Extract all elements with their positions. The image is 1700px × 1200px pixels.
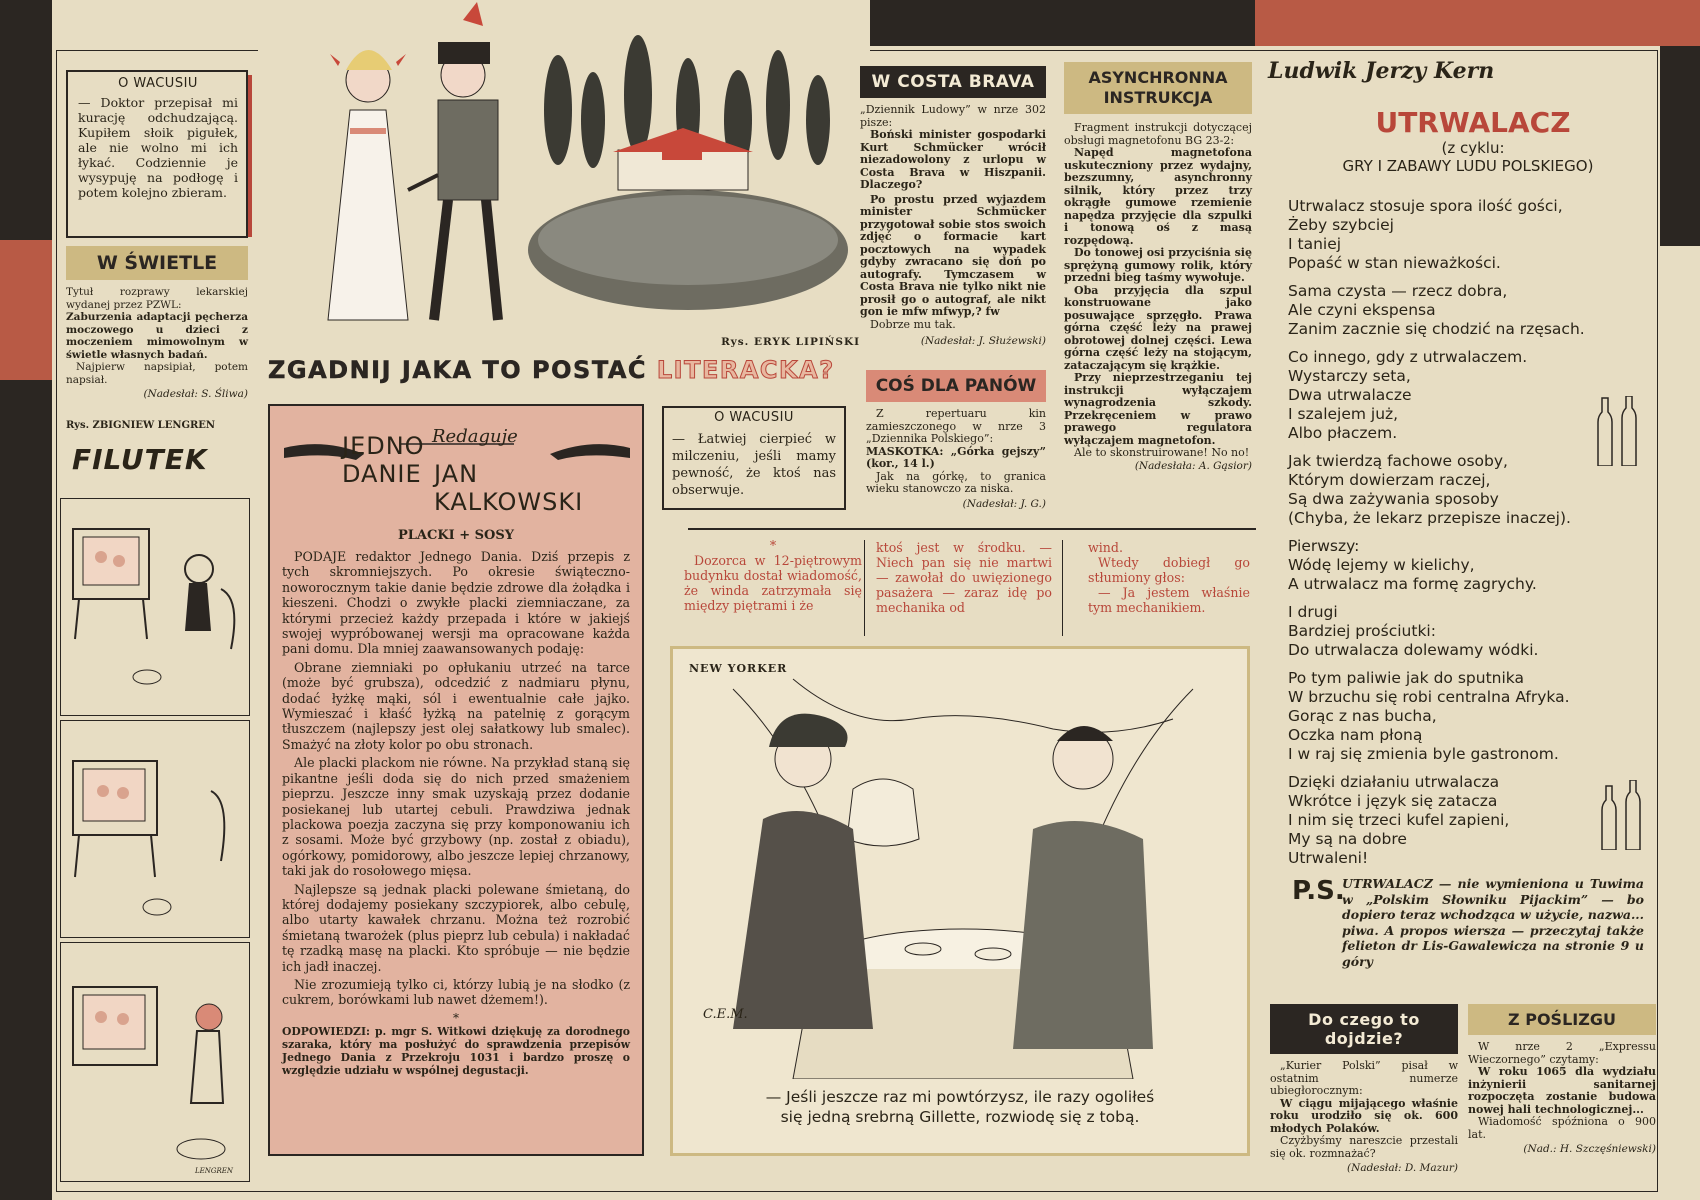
- joke-col-3-a: wind.: [1088, 540, 1123, 555]
- z-poslizgu-bold: W roku 1065 dla wydziału inżynierii sanitarnej rozpoczęta zostanie budowa nowej hali technologicznej...: [1468, 1065, 1656, 1116]
- w-swietle-section: [66, 246, 248, 400]
- stanza-line: My są na dobre: [1288, 830, 1407, 848]
- costa-brava-section: [860, 66, 1046, 347]
- quiz-title-b: LITERACKA?: [656, 356, 835, 384]
- jedno-danie-para-2: Obrane ziemniaki po opłukaniu utrzeć na tarce (może być grubsza), odcedzić z nadmiaru płynu, dodać łyżkę mąki, sól i ewentualnie całe jajko. Wymieszać i kłaść łyżką na patelnię z gorącym tłuszczem (najlepszy jest olej sałatkowy lub smalec). Smażyć na złoty kolor po obu stronach.: [282, 659, 630, 752]
- asynchronna-bold-2: Do tonowej osi przyciśnia się sprężyną gumowy rolik, który przedni bieg taśmy wywołuje.: [1064, 246, 1252, 284]
- cos-dla-panow-section: [866, 370, 1046, 510]
- jedno-danie-subtitle: PLACKI + SOSY: [397, 528, 515, 543]
- stanza-line: I taniej: [1288, 235, 1342, 253]
- w-swietle-text-a: Tytuł rozprawy lekarskiej wydanej przez PZWL:: [66, 286, 248, 311]
- asynchronna-section: [1064, 62, 1252, 472]
- joke-col-2: ktoś jest w środku. — Niech pan się nie martwi — zawołał do uwięzionego pasażera — zaraz idę po mechanika od: [876, 540, 1052, 615]
- stanza-line: I szalejem już,: [1288, 405, 1399, 423]
- asynchronna-title-b: INSTRUKCJA: [1103, 88, 1213, 107]
- stanza-line: Dzięki działaniu utrwalacza: [1288, 773, 1500, 791]
- quiz-title: [268, 356, 868, 384]
- stanza-line: Do utrwalacza dolewamy wódki.: [1288, 641, 1539, 659]
- utrwalacz-section: [1268, 58, 1648, 998]
- joke-col-3-b: Wtedy dobiegł go stłumiony głos:: [1088, 555, 1250, 585]
- asynchronna-intro: Fragment instrukcji dotyczącej obsługi magnetofonu BG 23-2:: [1064, 121, 1252, 147]
- cartoon-caption-b: się jedną srebrną Gillette, rozwiodę się z tobą.: [780, 1108, 1140, 1126]
- filutek-panel-1-drawing: [61, 499, 249, 715]
- utrwalacz-author: Ludwik Jerzy Kern: [1268, 58, 1495, 84]
- jedno-danie-para-5: Nie zrozumieją tylko ci, którzy lubią je na słodko (z cukrem, borówkami lub nawet dżemem!).: [282, 976, 630, 1008]
- do-czego-intro: „Kurier Polski” pisał w ostatnim numerze ubiegłorocznym:: [1270, 1059, 1458, 1097]
- stanza-line: Utrwaleni!: [1288, 849, 1369, 867]
- stanza-line: Po tym paliwie jak do sputnika: [1288, 669, 1524, 687]
- stanza-line: Bardziej prościutki:: [1288, 622, 1436, 640]
- cartoon-caption: [683, 1087, 1237, 1127]
- do-czego-bold: W ciągu mijającego właśnie roku urodziło się ok. 600 młodych Polaków.: [1270, 1096, 1458, 1135]
- cos-dla-panow-text: Jak na górkę, to granica wieku stanowczo za niska.: [866, 469, 1046, 495]
- z-poslizgu-title: Z POŚLIZGU: [1468, 1004, 1656, 1035]
- stanza-5: [1288, 537, 1648, 594]
- joke-divider-2: [1062, 540, 1063, 636]
- jedno-danie-para-4: Najlepsze są jednak placki polewane śmietaną, do której dodajemy posiekany szczypiorek, albo cebulę, albo utarty kawałek chrzanu. Można też rozrobić śmietaną twarożek (plus pieprz lub cebula) i nakładać tę rzadką masę na placki. Kto spróbuje — nie będzie ich jadł inaczej.: [282, 881, 630, 974]
- jedno-danie-editor: JAN KALKOWSKI: [434, 460, 584, 516]
- bottles-icon-2: [1596, 780, 1648, 850]
- stanza-line: Sama czysta — rzecz dobra,: [1288, 282, 1508, 300]
- stanza-line: Popaść w stan nieważkości.: [1288, 254, 1501, 272]
- stanza-line: Wódę lejemy w kielichy,: [1288, 556, 1475, 574]
- filutek-title: FILUTEK: [72, 442, 208, 476]
- filutek-panel-3-drawing: [61, 943, 249, 1181]
- w-swietle-text-b: Zaburzenia adaptacji pęcherza moczowego u dzieci z moczeniem mimowolnym w świetle własnych badań.: [66, 311, 248, 361]
- decor-band-left-red: [0, 240, 52, 380]
- joke-col-3: [1088, 540, 1250, 615]
- asynchronna-bold-4: Przy nieprzestrzeganiu tej instrukcji wyłączajem wynagrodzenia szkody. Przekręceniem w prawo prawego regulatora wyłączajem magnetofon.: [1064, 371, 1252, 447]
- utrwalacz-cycle-a: (z cyklu:: [1441, 139, 1505, 157]
- jedno-danie-para-1: PODAJE redaktor Jednego Dania. Dziś przepis z tych skromniejszych. Po okresie świąteczno-noworocznym takie danie będzie zdrowe dla żołądka i kieszeni. Chodzi o zwykłe placki ziemniaczane, za którymi przecież każdy przepada i które w jakiejś swojej wypróbowanej wersji ma opracowane każda pani domu. Dla mniej zaawansowanych podaję:: [282, 549, 630, 657]
- stanza-line: Jak twierdzą fachowe osoby,: [1288, 452, 1508, 470]
- stanza-line: I drugi: [1288, 603, 1338, 621]
- wacusiu-red-edge: [248, 75, 252, 237]
- costa-brava-bold-1: Boński minister gospodarki Kurt Schmücker wrócił niezadowolony z urlopu w Costa Brava w Hiszpanii. Dlaczego?: [860, 128, 1046, 191]
- jedno-danie-body: [282, 549, 630, 1008]
- filutek-credit: Rys. ZBIGNIEW LENGREN: [66, 420, 216, 431]
- filutek-panel-2: [60, 720, 250, 938]
- quiz-credit: Rys. ERYK LIPIŃSKI: [721, 336, 860, 348]
- joke-col-1-text: Dozorca w 12-piętrowym budynku dostał wiadomość, że winda zatrzymała się między piętrami i że: [684, 553, 862, 613]
- z-poslizgu-credit: (Nad.: H. Szczęśniewski): [1523, 1143, 1656, 1155]
- filutek-signature: LENGREN: [195, 1166, 233, 1175]
- stanza-line: Oczka nam płoną: [1288, 726, 1423, 744]
- stanza-line: Pierwszy:: [1288, 537, 1360, 555]
- stanza-7: [1288, 669, 1648, 764]
- z-poslizgu-section: [1468, 1004, 1656, 1155]
- w-swietle-title: W ŚWIETLE: [66, 246, 248, 280]
- stanza-line: I nim się trzeci kufel zapieni,: [1288, 811, 1510, 829]
- joke-col-1: [684, 538, 862, 613]
- decor-band-right: [1660, 46, 1700, 246]
- w-swietle-text-c: Najpierw napsipiał, potem napsiał.: [66, 361, 248, 386]
- stanza-line: Zanim zacznie się chodzić na rzęsach.: [1288, 320, 1585, 338]
- cos-dla-panow-bold: MASKOTKA: „Górka gejszy” (kor., 14 l.): [866, 444, 1046, 470]
- jedno-danie-box: [268, 404, 644, 1156]
- filutek-panel-1: [60, 498, 250, 716]
- ps-text: UTRWALACZ — nie wymieniona u Tuwima w „Polskim Słowniku Pijackim” — bo dopiero teraz wchodząca w użycie, nazwa... piwa. A propos wiersza — przeczytaj także felieton dr Lis-Gawalewicza na stronie 9 u góry: [1342, 876, 1644, 969]
- asynchronna-title-a: ASYNCHRONNA: [1088, 68, 1228, 87]
- wacusiu-box-2: [662, 406, 846, 510]
- quiz-drawing: [258, 0, 870, 340]
- stanza-1: [1288, 197, 1648, 273]
- z-poslizgu-intro: W nrze 2 „Expressu Wieczornego” czytamy:: [1468, 1040, 1656, 1066]
- stanza-8: [1288, 773, 1648, 868]
- wacusiu-box-1: [66, 70, 248, 238]
- cartoon-drawing: [673, 649, 1247, 1079]
- ps-label-text: P.S.: [1292, 876, 1345, 906]
- jedno-danie-para-3: Ale placki plackom nie równe. Na przykład staną się pikantne jeśli doda się do nich przed smażeniem pieprzu. Jeszcze inny smak uzyskają przez dodanie posiekanej lub utartej cebuli. Prawdziwa jednak plackowa poezja zaczyna się przy komponowaniu ich z sosami. Może być grzybowy (np. został z obiadu), ogórkowy, pomidorowy, albo jeszcze lepiej chrzanowy, taki jak do rosołowego mięsa.: [282, 755, 630, 879]
- stanza-line: Dwa utrwalacze: [1288, 386, 1412, 404]
- utrwalacz-poem: [1288, 197, 1648, 868]
- jedno-danie-header-b: DANIE: [342, 460, 422, 488]
- costa-brava-intro: „Dziennik Ludowy” w nrze 302 pisze:: [860, 103, 1046, 129]
- utrwalacz-cycle-b: GRY I ZABAWY LUDU POLSKIEGO): [1342, 157, 1594, 175]
- stanza-6: [1288, 603, 1648, 660]
- decor-band-left: [0, 0, 52, 1200]
- stanza-line: Wkrótce i język się zatacza: [1288, 792, 1498, 810]
- utrwalacz-title: UTRWALACZ: [1375, 106, 1571, 139]
- joke-divider-1: [864, 540, 865, 636]
- asynchronna-bold-3: Oba przyjęcia dla szpul konstruowane jako posuwające sprzęgło. Prawa górna część leży na prawej obrotowej dolnej części. Lewa górna część leży na stojącym, zataczającym się krążkie.: [1064, 283, 1252, 372]
- jedno-danie-redaguje: Redaguje: [432, 426, 518, 447]
- stanza-line: W brzuchu się robi centralna Afryka.: [1288, 688, 1570, 706]
- stanza-line: Ale czyni ekspensa: [1288, 301, 1436, 319]
- cos-dla-panow-intro: Z repertuaru kin zamieszczonego w nrze 3 „Dziennika Polskiego”:: [866, 407, 1046, 445]
- costa-brava-credit: (Nadesłał: J. Służewski): [920, 335, 1046, 347]
- quiz-title-a: ZGADNIJ JAKA TO POSTAĆ: [268, 356, 648, 384]
- costa-brava-title: W COSTA BRAVA: [860, 66, 1046, 98]
- stanza-line: I w raj się zmienia byle gastronom.: [1288, 745, 1559, 763]
- wacusiu-2-text: — Łatwiej cierpieć w milczeniu, jeśli mamy pewność, że ktoś nas obserwuje.: [672, 432, 836, 498]
- quiz-illustration: [258, 0, 870, 340]
- filutek-panel-3: [60, 942, 250, 1182]
- jedno-danie-star: *: [453, 1010, 459, 1025]
- jedno-danie-header-a: JEDNO: [342, 432, 425, 460]
- asynchronna-end: Ale to skonstruirowane! No no!: [1074, 446, 1250, 459]
- filutek-panel-2-drawing: [61, 721, 249, 937]
- stanza-line: Co innego, gdy z utrwalaczem.: [1288, 348, 1528, 366]
- asynchronna-bold-1: Napęd magnetofona uskuteczniony przez wydajny, bezszumny, asynchronny silnik, który przez trzy okrągłe gumowe rzemienie napędza przyjęcie dla szpulki i tonową oś z masą rozpędową.: [1064, 146, 1252, 247]
- asynchronna-credit: (Nadesłała: A. Gąsior): [1134, 459, 1252, 472]
- costa-brava-end: Dobrze mu tak.: [870, 317, 956, 331]
- joke-rule: [688, 528, 1256, 530]
- stanza-line: (Chyba, że lekarz przepisze inaczej).: [1288, 509, 1571, 527]
- do-czego-credit: (Nadesłał: D. Mazur): [1347, 1162, 1458, 1174]
- stanza-line: Żeby szybciej: [1288, 216, 1394, 234]
- filutek-section: [66, 420, 248, 476]
- stanza-line: Są dwa zażywania sposoby: [1288, 490, 1499, 508]
- wacusiu-2-title: O WACUSIU: [714, 410, 794, 425]
- do-czego-section: [1270, 1004, 1458, 1174]
- wacusiu-title: O WACUSIU: [118, 76, 198, 91]
- wacusiu-text: — Doktor przepisał mi kurację odchudzającą. Kupiłem słoik pigułek, ale nie wolno mi ich łykać. Codziennie je wysypuję na podłogę i potem kolejno zbieram.: [78, 95, 238, 200]
- do-czego-title: Do czego to dojdzie?: [1270, 1004, 1458, 1054]
- stanza-line: Gorąc z nas bucha,: [1288, 707, 1437, 725]
- w-swietle-credit: (Nadesłał: S. Śliwa): [143, 388, 248, 400]
- stanza-line: A utrwalacz ma formę zagrychy.: [1288, 575, 1537, 593]
- joke-col-3-c: — Ja jestem właśnie tym mechanikiem.: [1088, 585, 1250, 615]
- stanza-2: [1288, 282, 1648, 339]
- joke-star: *: [769, 538, 777, 553]
- do-czego-text: Czyżbyśmy nareszcie przestali się ok. rozmnażać?: [1270, 1134, 1458, 1160]
- stanza-line: Albo płaczem.: [1288, 424, 1398, 442]
- cartoon-signature: C.E.M.: [703, 1007, 748, 1022]
- cartoon-frame: [670, 646, 1250, 1156]
- cartoon-caption-a: — Jeśli jeszcze raz mi powtórzysz, ile razy ogoliłeś: [765, 1088, 1155, 1106]
- stanza-line: Utrwalacz stosuje spora ilość gości,: [1288, 197, 1563, 215]
- stanza-line: Wystarczy seta,: [1288, 367, 1411, 385]
- cartoon-source: NEW YORKER: [689, 662, 788, 675]
- decor-band-top-black: [870, 0, 1260, 46]
- asynchronna-title: [1064, 62, 1252, 114]
- cos-dla-panow-credit: (Nadesłał: J. G.): [962, 497, 1046, 510]
- bottles-icon: [1590, 396, 1642, 466]
- costa-brava-bold-2: Po prostu przed wyjazdem minister Schmücker przygotował sobie stos swoich zdjęć o formacie kart pocztowych na wypadek gdyby zwracano się doń po autografy. Tymczasem w Costa Brava nie tylko nikt nie prosił go o autograf, ale nikt gon ie mfw mfwyp,? fw: [860, 192, 1046, 318]
- stanza-line: Którym dowierzam raczej,: [1288, 471, 1491, 489]
- z-poslizgu-text: Wiadomość spóźniona o 900 lat.: [1468, 1115, 1656, 1141]
- decor-band-top-red: [1255, 0, 1700, 46]
- cos-dla-panow-title: COŚ DLA PANÓW: [866, 370, 1046, 402]
- jedno-danie-header: [282, 414, 630, 522]
- jedno-danie-answers: ODPOWIEDZI: p. mgr S. Witkowi dziękuję za dorodnego szaraka, który ma posłużyć do sprawdzenia przepisów Jednego Dania z Przekroju 1031 i bardzo proszę o względzie udziału w wspólnej degustacji.: [282, 1024, 630, 1077]
